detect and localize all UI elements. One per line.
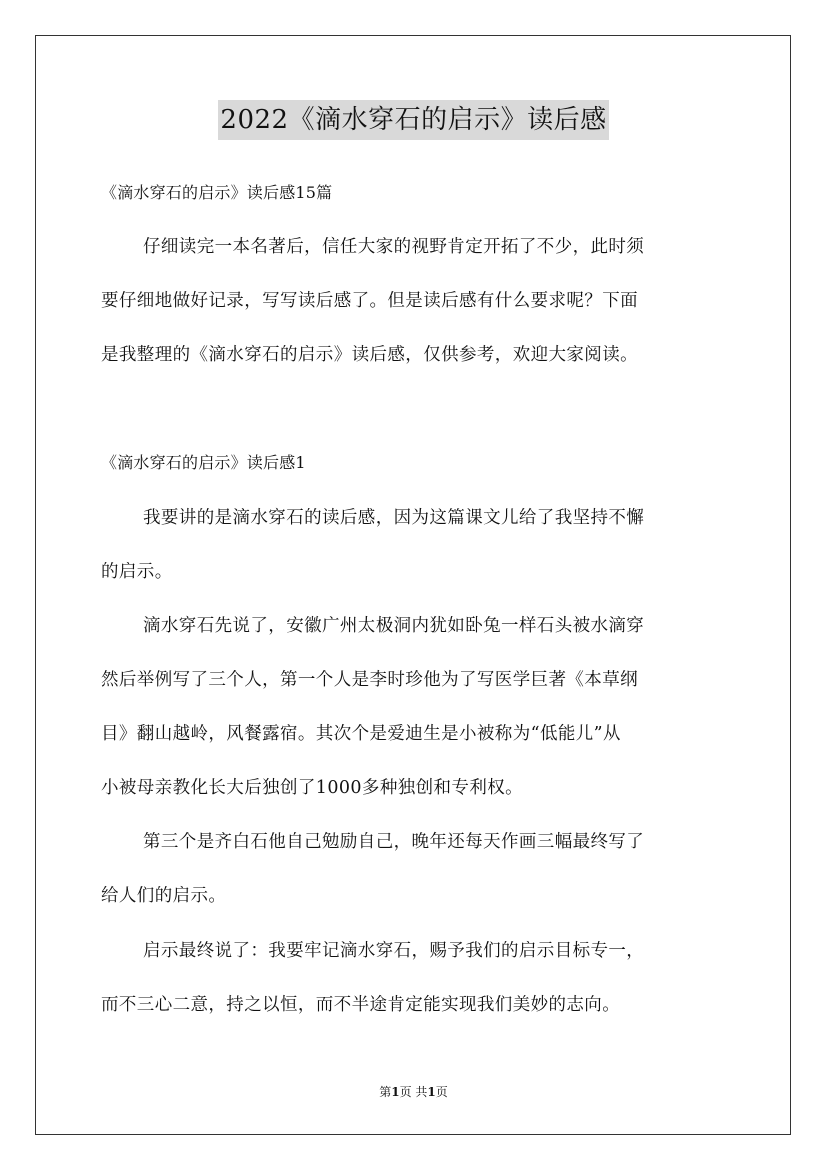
- page-footer: [0, 1083, 827, 1101]
- footer-suffix: 页: [435, 1085, 448, 1099]
- intro-line: 仔细读完一本名著后，信任大家的视野肯定开拓了不少，此时须: [143, 237, 645, 257]
- section-heading: 《滴水穿石的启示》读后感1: [101, 453, 306, 472]
- body-line: 滴水穿石先说了，安徽广州太极洞内犹如卧兔一样石头被水滴穿: [143, 616, 645, 636]
- body-line: 给人们的启示。: [101, 886, 227, 906]
- body-line: 第三个是齐白石他自己勉励自己，晚年还每天作画三幅最终写了: [143, 832, 645, 852]
- body-line: 然后举例写了三个人，第一个人是李时珍他为了写医学巨著《本草纲: [101, 670, 638, 690]
- body-line: 启示最终说了：我要牢记滴水穿石，赐予我们的启示目标专一，: [143, 941, 645, 961]
- title-container: [0, 100, 827, 140]
- body-line: 小被母亲教化长大后独创了1000多种独创和专利权。: [101, 778, 524, 798]
- document-subtitle: 《滴水穿石的启示》读后感15篇: [101, 183, 333, 202]
- body-line: 目》翻山越岭，风餐露宿。其次个是爱迪生是小被称为“低能儿”从: [101, 724, 621, 744]
- body-line: 我要讲的是滴水穿石的读后感，因为这篇课文儿给了我坚持不懈: [143, 508, 645, 528]
- footer-prefix: 第: [379, 1085, 392, 1099]
- body-line: 而不三心二意，持之以恒，而不半途肯定能实现我们美妙的志向。: [101, 995, 621, 1015]
- footer-current-page: 1: [391, 1085, 400, 1099]
- document-title: 2022《滴水穿石的启示》读后感: [218, 100, 608, 140]
- body-line: 的启示。: [101, 562, 173, 582]
- footer-total-pages: 1: [427, 1085, 436, 1099]
- intro-line: 是我整理的《滴水穿石的启示》读后感，仅供参考，欢迎大家阅读。: [101, 345, 638, 365]
- intro-line: 要仔细地做好记录，写写读后感了。但是读后感有什么要求呢？下面: [101, 291, 638, 311]
- footer-mid: 页 共: [399, 1085, 428, 1099]
